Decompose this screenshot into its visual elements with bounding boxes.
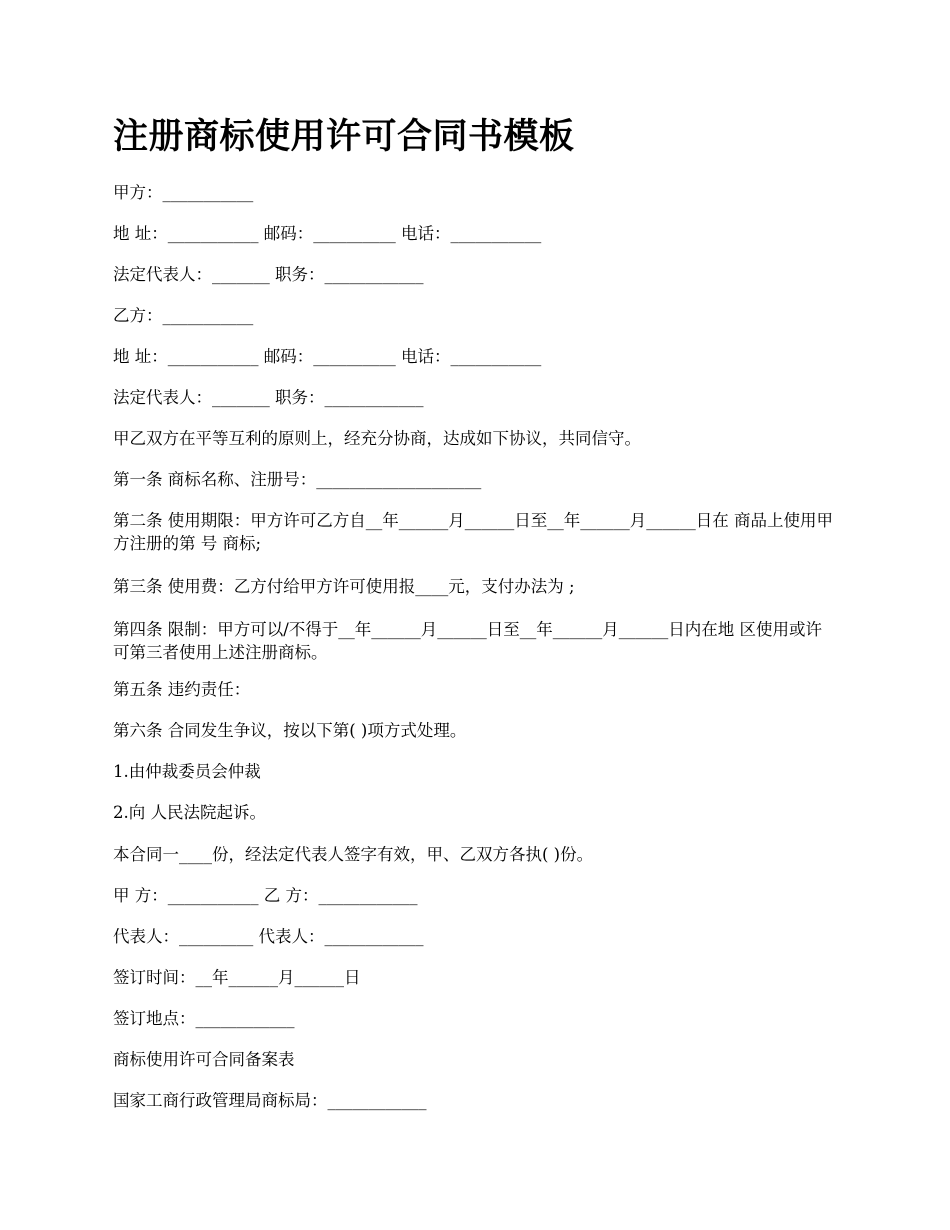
copies-paragraph: 本合同一____份，经法定代表人签字有效，甲、乙双方各执( )份。 (113, 845, 594, 864)
filing-form-heading: 商标使用许可合同备案表 (113, 1050, 295, 1069)
party-b-representative-line: 法定代表人：_______ 职务：____________ (113, 388, 424, 407)
signing-place-line: 签订地点：____________ (113, 1009, 295, 1028)
dispute-option-2: 2.向 人民法院起诉。 (113, 803, 266, 822)
document-title: 注册商标使用许可合同书模板 (113, 117, 575, 157)
preamble-paragraph: 甲乙双方在平等互利的原则上，经充分协商，达成如下协议，共同信守。 (113, 429, 641, 448)
trademark-office-line: 国家工商行政管理局商标局：____________ (113, 1091, 427, 1110)
dispute-option-1: 1.由仲裁委员会仲裁 (113, 762, 261, 781)
party-a-address-line: 地 址：___________ 邮码：__________ 电话：___________ (113, 224, 542, 243)
article-1-paragraph: 第一条 商标名称、注册号：____________________ (113, 470, 482, 489)
article-6-paragraph: 第六条 合同发生争议，按以下第( )项方式处理。 (113, 721, 467, 740)
signatory-representatives-line: 代表人：_________ 代表人：____________ (113, 927, 424, 946)
party-a-representative-line: 法定代表人：_______ 职务：____________ (113, 265, 424, 284)
article-2-paragraph: 第二条 使用期限：甲方许可乙方自__年______月______日至__年______月______日在 商品上使用甲方注册的第 号 商标; (113, 511, 833, 553)
article-5-paragraph: 第五条 违约责任： (113, 680, 251, 699)
article-4-paragraph: 第四条 限制：甲方可以/不得于__年______月______日至__年______月______日内在地 区使用或许可第三者使用上述注册商标。 (113, 620, 823, 662)
signing-date-line: 签订时间：__年______月______日 (113, 968, 361, 987)
article-3-paragraph: 第三条 使用费：乙方付给甲方许可使用报____元，支付办法为 ; (113, 577, 575, 596)
party-b-name-line: 乙方：___________ (113, 306, 254, 325)
party-a-name-line: 甲方：___________ (113, 183, 254, 202)
party-b-address-line: 地 址：___________ 邮码：__________ 电话：___________ (113, 347, 542, 366)
signatory-parties-line: 甲 方：___________ 乙 方：____________ (113, 886, 418, 905)
